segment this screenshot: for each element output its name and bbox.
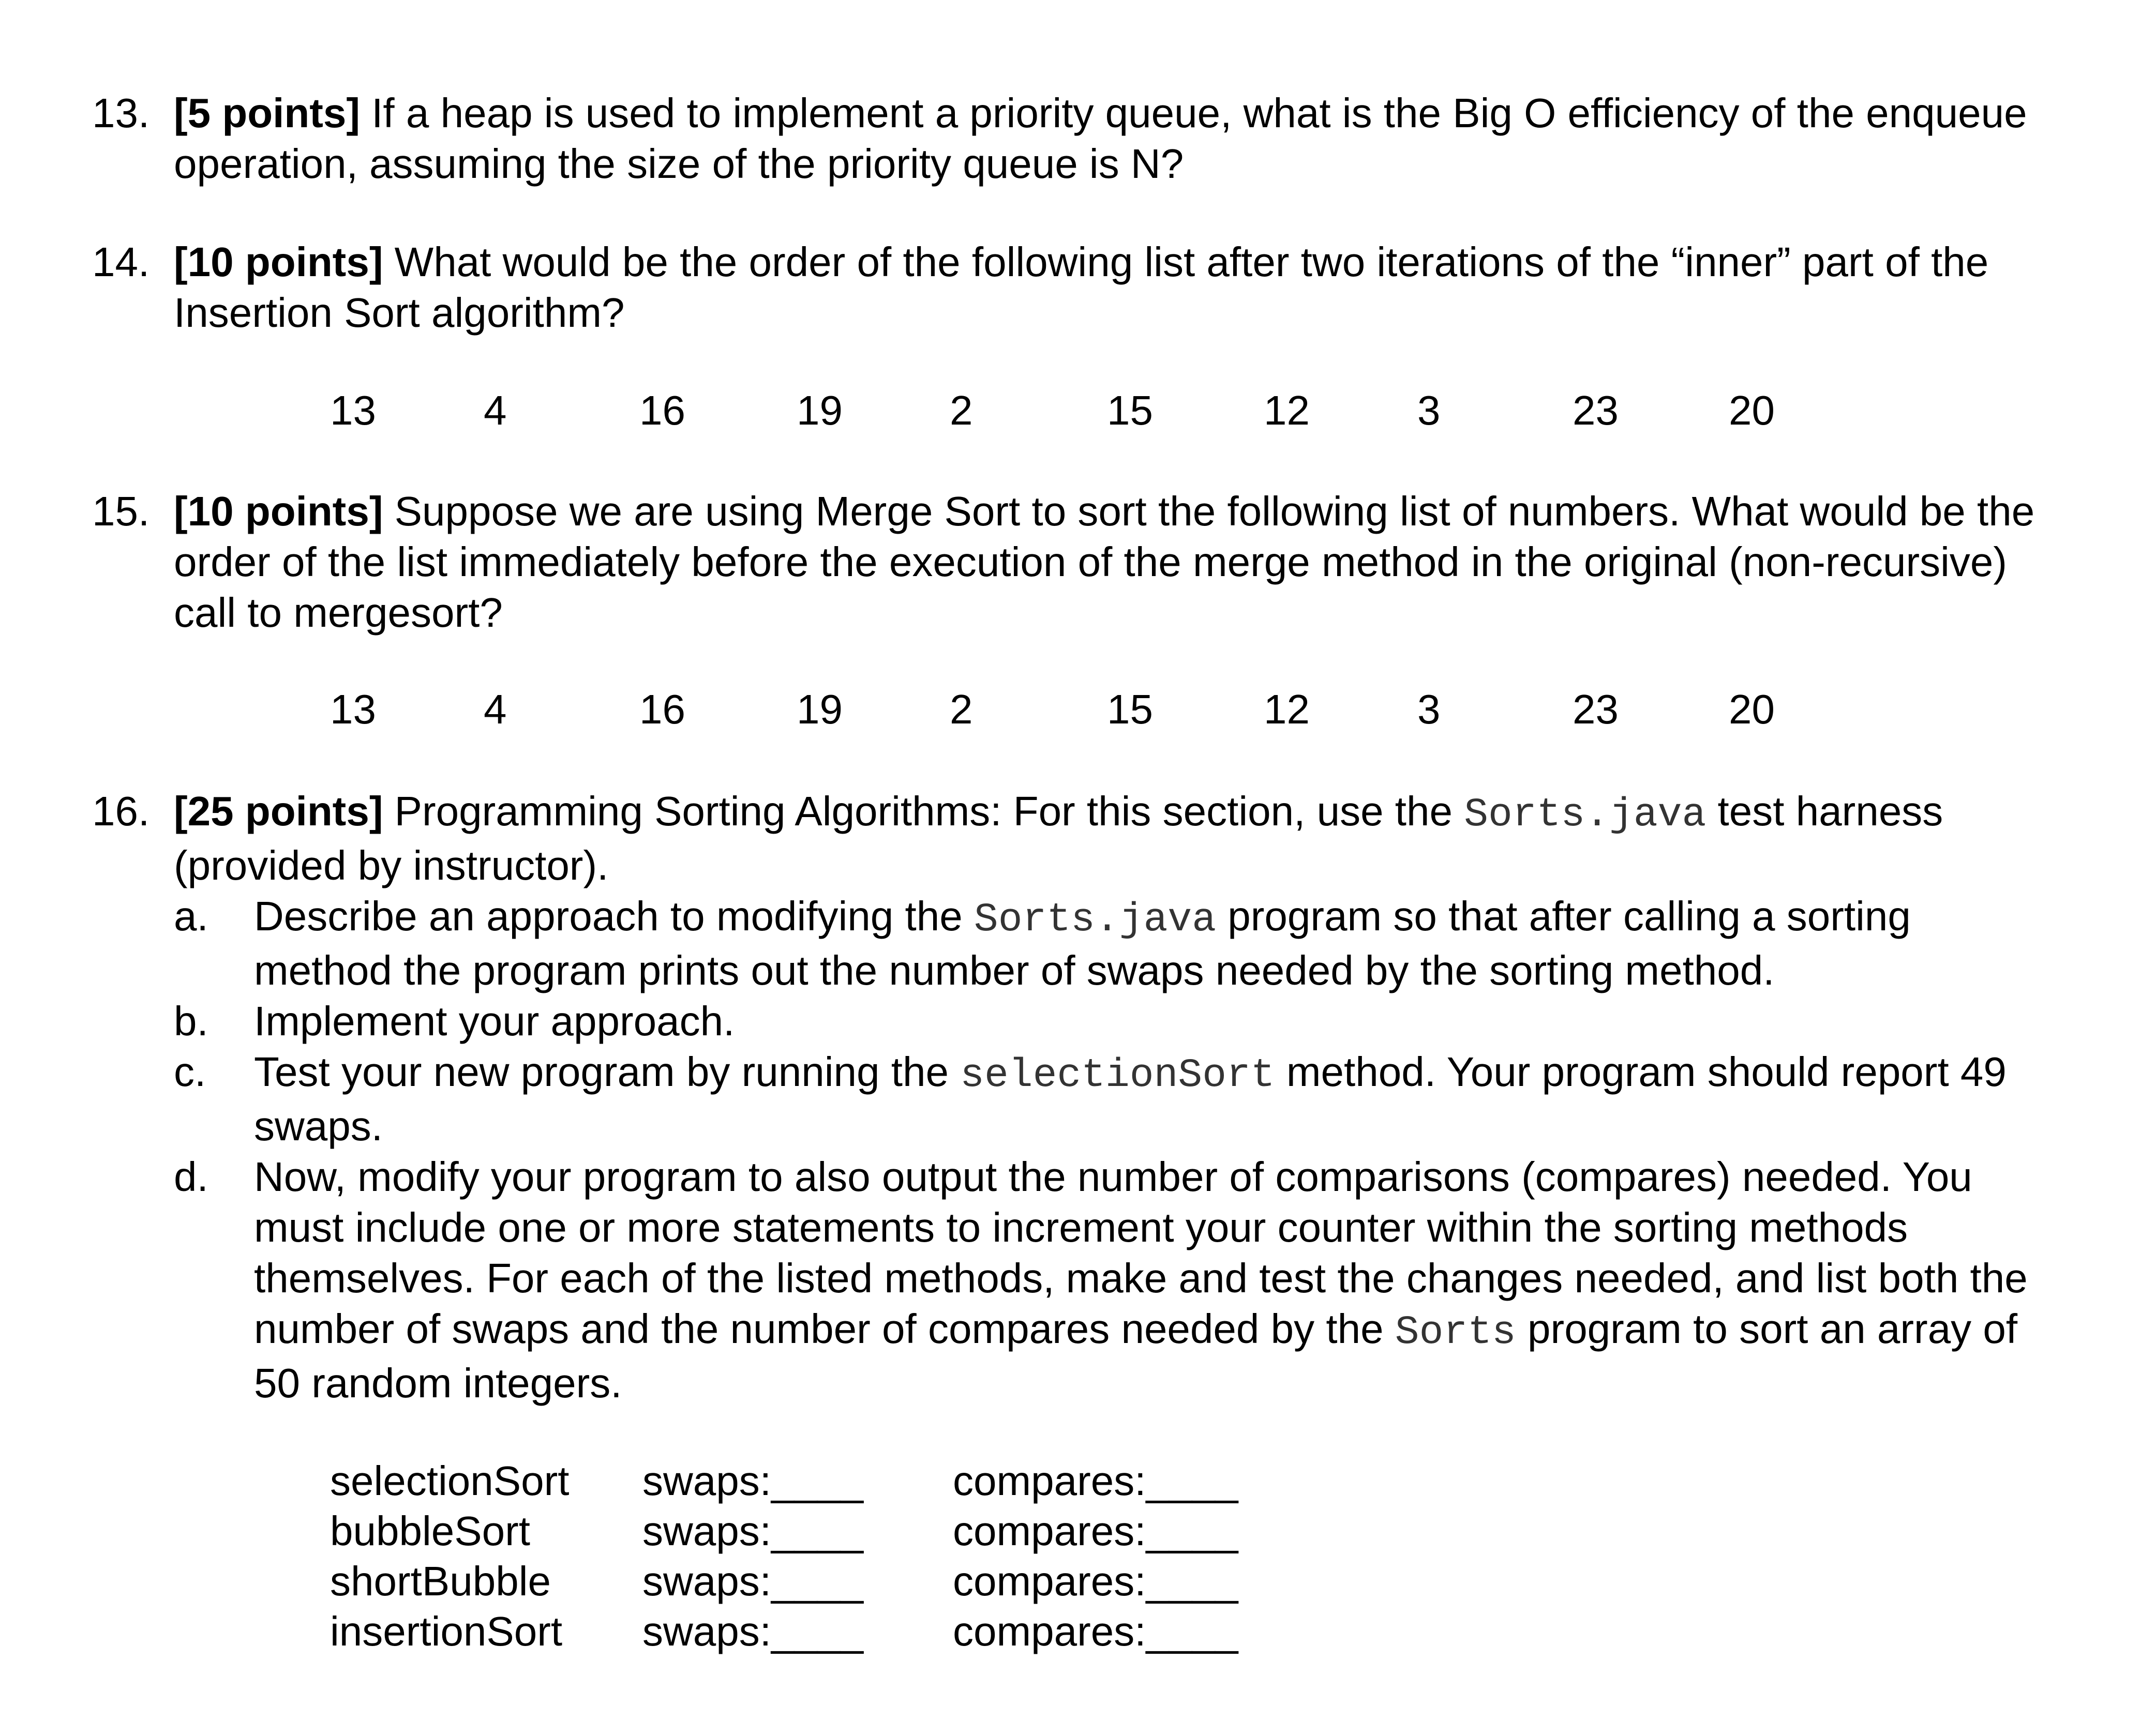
list-number: 4 (484, 686, 507, 732)
sub-item-text: method. Your program should report 49 swaps. (254, 1049, 2007, 1149)
code-text: Sorts.java (974, 897, 1216, 943)
list-number: 19 (797, 387, 843, 433)
list-number: 12 (1264, 387, 1310, 433)
swaps-blank: swaps:____ (642, 1608, 863, 1654)
points-label: [10 points] (174, 239, 383, 285)
question-14 (92, 237, 2058, 338)
points-label: [25 points] (174, 788, 383, 834)
sub-item-label: c. (174, 1049, 206, 1095)
points-label: [10 points] (174, 488, 383, 534)
list-number: 13 (330, 387, 376, 433)
sub-item-d (174, 1152, 2058, 1409)
compares-blank: compares:____ (953, 1508, 1238, 1554)
question-15 (92, 486, 2058, 638)
sub-item-text: program to sort an array of 50 random integers. (254, 1306, 2018, 1406)
method-name: bubbleSort (330, 1508, 530, 1554)
code-text: Sorts (1395, 1310, 1516, 1355)
list-number: 2 (950, 686, 973, 732)
sub-item-text: program so that after calling a sorting method the program prints out the number of swaps needed by the sorting method. (254, 893, 1911, 993)
list-number: 20 (1729, 387, 1775, 433)
number-list-q15 (0, 684, 2141, 735)
sub-item-text: Now, modify your program to also output the number of comparisons (compares) needed. You must include one or more statements to increment your counter within the sorting methods themselves. For each of the listed methods, make and test the changes needed, and list both the number of swaps and the number of compares needed by the (254, 1154, 2028, 1352)
method-name: selectionSort (330, 1458, 570, 1504)
list-number: 3 (1417, 387, 1441, 433)
sub-item-c (174, 1047, 2058, 1152)
sub-item-label: b. (174, 998, 208, 1044)
sub-item-b (174, 996, 2058, 1047)
compares-blank: compares:____ (953, 1558, 1238, 1604)
question-text: What would be the order of the following list after two iterations of the “inner” part of the Insertion Sort algorithm? (174, 239, 1989, 336)
points-label: [5 points] (174, 90, 360, 136)
method-name: insertionSort (330, 1608, 563, 1654)
question-body (174, 486, 2058, 638)
question-text: If a heap is used to implement a priority queue, what is the Big O efficiency of the enqueue operation, assuming the size of the priority queue is N? (174, 90, 2027, 187)
question-number: 13. (92, 90, 150, 136)
question-number: 14. (92, 239, 150, 285)
code-text: selectionSort (960, 1053, 1275, 1098)
question-13 (92, 88, 2058, 189)
list-number: 16 (639, 387, 685, 433)
sub-item-text: Implement your approach. (254, 998, 735, 1044)
swaps-blank: swaps:____ (642, 1508, 863, 1554)
sub-item-label: d. (174, 1154, 208, 1200)
compares-blank: compares:____ (953, 1608, 1238, 1654)
list-number: 3 (1417, 686, 1441, 732)
list-number: 12 (1264, 686, 1310, 732)
question-16 (92, 786, 2058, 1409)
question-number: 16. (92, 788, 150, 834)
list-number: 16 (639, 686, 685, 732)
list-number: 15 (1107, 686, 1153, 732)
sub-item-text: Test your new program by running the (254, 1049, 961, 1095)
sub-item-list (174, 891, 2058, 1409)
swaps-blank: swaps:____ (642, 1558, 863, 1604)
list-number: 13 (330, 686, 376, 732)
question-text: Programming Sorting Algorithms: For this section, use the (383, 788, 1464, 834)
question-body (174, 88, 2058, 189)
list-number: 23 (1573, 387, 1619, 433)
swaps-blank: swaps:____ (642, 1458, 863, 1504)
sub-item-a (174, 891, 2058, 996)
code-text: Sorts.java (1464, 792, 1706, 838)
method-name: shortBubble (330, 1558, 551, 1604)
question-body (174, 237, 2058, 338)
compares-blank: compares:____ (953, 1458, 1238, 1504)
list-number: 19 (797, 686, 843, 732)
sub-item-text: Describe an approach to modifying the (254, 893, 974, 939)
question-text: test harness (provided by instructor). (174, 788, 1943, 888)
list-number: 23 (1573, 686, 1619, 732)
list-number: 15 (1107, 387, 1153, 433)
list-number: 2 (950, 387, 973, 433)
sub-item-label: a. (174, 893, 208, 939)
number-list-q14 (0, 385, 2141, 436)
question-number: 15. (92, 488, 150, 534)
list-number: 4 (484, 387, 507, 433)
question-body (174, 786, 2058, 1409)
question-text: Suppose we are using Merge Sort to sort the following list of numbers. What would be the order of the list immediately before the execution of the merge method in the original (non-recursive) call to mergesort? (174, 488, 2035, 636)
list-number: 20 (1729, 686, 1775, 732)
